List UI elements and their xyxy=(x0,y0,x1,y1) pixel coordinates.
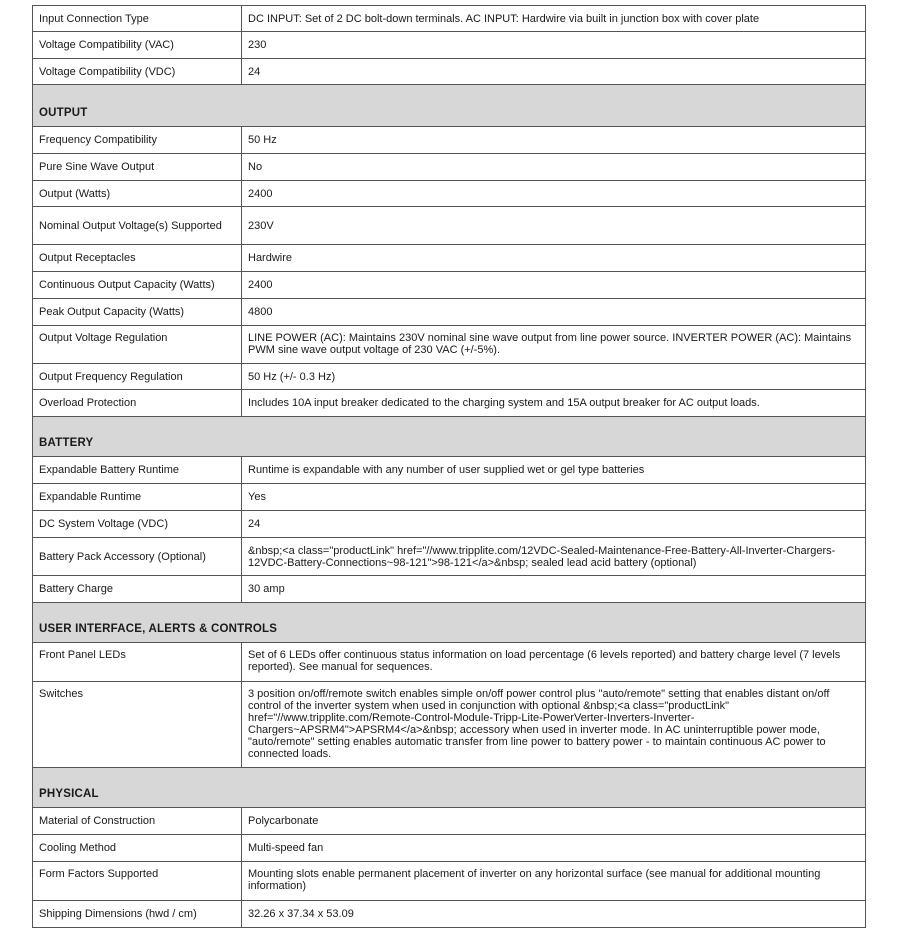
spec-label: Peak Output Capacity (Watts) xyxy=(33,299,242,326)
spec-label: Expandable Battery Runtime xyxy=(33,457,242,484)
spec-value: 2400 xyxy=(242,272,866,299)
spec-label: Voltage Compatibility (VDC) xyxy=(33,59,242,85)
spec-row xyxy=(33,835,866,862)
spec-row xyxy=(33,643,866,682)
spec-row xyxy=(33,154,866,181)
spec-value: LINE POWER (AC): Maintains 230V nominal sine wave output from line power source. INVERTER POWER (AC): Maintains PWM sine wave output voltage of 230 VAC (+/-5%). xyxy=(242,326,866,364)
spec-value: 230 xyxy=(242,32,866,59)
spec-value: 32.26 x 37.34 x 53.09 xyxy=(242,901,866,928)
spec-label: Output (Watts) xyxy=(33,181,242,207)
spec-sheet xyxy=(32,5,866,928)
spec-row xyxy=(33,299,866,326)
spec-row xyxy=(33,538,866,576)
spec-label: DC System Voltage (VDC) xyxy=(33,511,242,538)
spec-value: Multi-speed fan xyxy=(242,835,866,862)
spec-label: Material of Construction xyxy=(33,808,242,835)
spec-value: Includes 10A input breaker dedicated to the charging system and 15A output breaker for AC output loads. xyxy=(242,390,866,417)
spec-value: &nbsp;<a class="productLink" href="//www.tripplite.com/12VDC-Sealed-Maintenance-Free-Battery-All-Inverter-Chargers-12VDC-Battery-Connections~98-121">98-121</a>&nbsp; sealed lead acid battery (optional) xyxy=(242,538,866,576)
spec-row xyxy=(33,6,866,32)
spec-row xyxy=(33,682,866,768)
spec-label: Overload Protection xyxy=(33,390,242,417)
specifications-table xyxy=(32,5,866,928)
spec-label: Frequency Compatibility xyxy=(33,127,242,154)
section-title: OUTPUT xyxy=(33,85,866,127)
spec-label: Battery Charge xyxy=(33,576,242,603)
spec-row xyxy=(33,207,866,245)
spec-row xyxy=(33,390,866,417)
spec-row xyxy=(33,364,866,390)
section-header xyxy=(33,85,866,127)
spec-value: Polycarbonate xyxy=(242,808,866,835)
spec-value: Hardwire xyxy=(242,245,866,272)
spec-value: 50 Hz xyxy=(242,127,866,154)
spec-label: Battery Pack Accessory (Optional) xyxy=(33,538,242,576)
section-title: BATTERY xyxy=(33,417,866,457)
spec-label: Nominal Output Voltage(s) Supported xyxy=(33,207,242,245)
section-title: PHYSICAL xyxy=(33,768,866,808)
spec-row xyxy=(33,245,866,272)
section-header xyxy=(33,768,866,808)
spec-row xyxy=(33,808,866,835)
spec-row xyxy=(33,484,866,511)
spec-row xyxy=(33,457,866,484)
spec-value: 50 Hz (+/- 0.3 Hz) xyxy=(242,364,866,390)
spec-label: Input Connection Type xyxy=(33,6,242,32)
spec-value: Runtime is expandable with any number of user supplied wet or gel type batteries xyxy=(242,457,866,484)
spec-row xyxy=(33,576,866,603)
spec-row xyxy=(33,59,866,85)
spec-value: Set of 6 LEDs offer continuous status information on load percentage (6 levels reported) and battery charge level (7 levels reported). See manual for sequences. xyxy=(242,643,866,682)
spec-value: 4800 xyxy=(242,299,866,326)
spec-value: 2400 xyxy=(242,181,866,207)
spec-value: No xyxy=(242,154,866,181)
spec-row xyxy=(33,326,866,364)
spec-label: Switches xyxy=(33,682,242,768)
spec-value: Yes xyxy=(242,484,866,511)
spec-label: Continuous Output Capacity (Watts) xyxy=(33,272,242,299)
spec-value: 3 position on/off/remote switch enables simple on/off power control plus "auto/remote" setting that enables distant on/off control of the inverter system when used in conjunction with optional &nbsp;<a class="productLink" href="//www.tripplite.com/Remote-Control-Module-Tripp-Lite-PowerVerter-Inverters-Inverter-Chargers~APSRM4">APSRM4</a>&nbsp; accessory when used in inverter mode. In AC uninterruptible power mode, "auto/remote" setting enables automatic transfer from line power to battery power - to maintain continuous AC power to connected loads. xyxy=(242,682,866,768)
spec-row xyxy=(33,127,866,154)
spec-label: Voltage Compatibility (VAC) xyxy=(33,32,242,59)
spec-row xyxy=(33,272,866,299)
spec-label: Form Factors Supported xyxy=(33,862,242,901)
spec-row xyxy=(33,901,866,928)
spec-row xyxy=(33,32,866,59)
spec-value: 230V xyxy=(242,207,866,245)
spec-value: 24 xyxy=(242,511,866,538)
spec-value: 24 xyxy=(242,59,866,85)
spec-label: Cooling Method xyxy=(33,835,242,862)
section-header xyxy=(33,603,866,643)
spec-value: 30 amp xyxy=(242,576,866,603)
spec-label: Output Voltage Regulation xyxy=(33,326,242,364)
spec-label: Pure Sine Wave Output xyxy=(33,154,242,181)
section-title: USER INTERFACE, ALERTS & CONTROLS xyxy=(33,603,866,643)
spec-row xyxy=(33,181,866,207)
spec-row xyxy=(33,862,866,901)
spec-label: Expandable Runtime xyxy=(33,484,242,511)
spec-label: Output Receptacles xyxy=(33,245,242,272)
spec-label: Shipping Dimensions (hwd / cm) xyxy=(33,901,242,928)
spec-value: DC INPUT: Set of 2 DC bolt-down terminals. AC INPUT: Hardwire via built in junction box with cover plate xyxy=(242,6,866,32)
spec-label: Front Panel LEDs xyxy=(33,643,242,682)
section-header xyxy=(33,417,866,457)
spec-label: Output Frequency Regulation xyxy=(33,364,242,390)
spec-value: Mounting slots enable permanent placement of inverter on any horizontal surface (see manual for additional mounting information) xyxy=(242,862,866,901)
spec-row xyxy=(33,511,866,538)
